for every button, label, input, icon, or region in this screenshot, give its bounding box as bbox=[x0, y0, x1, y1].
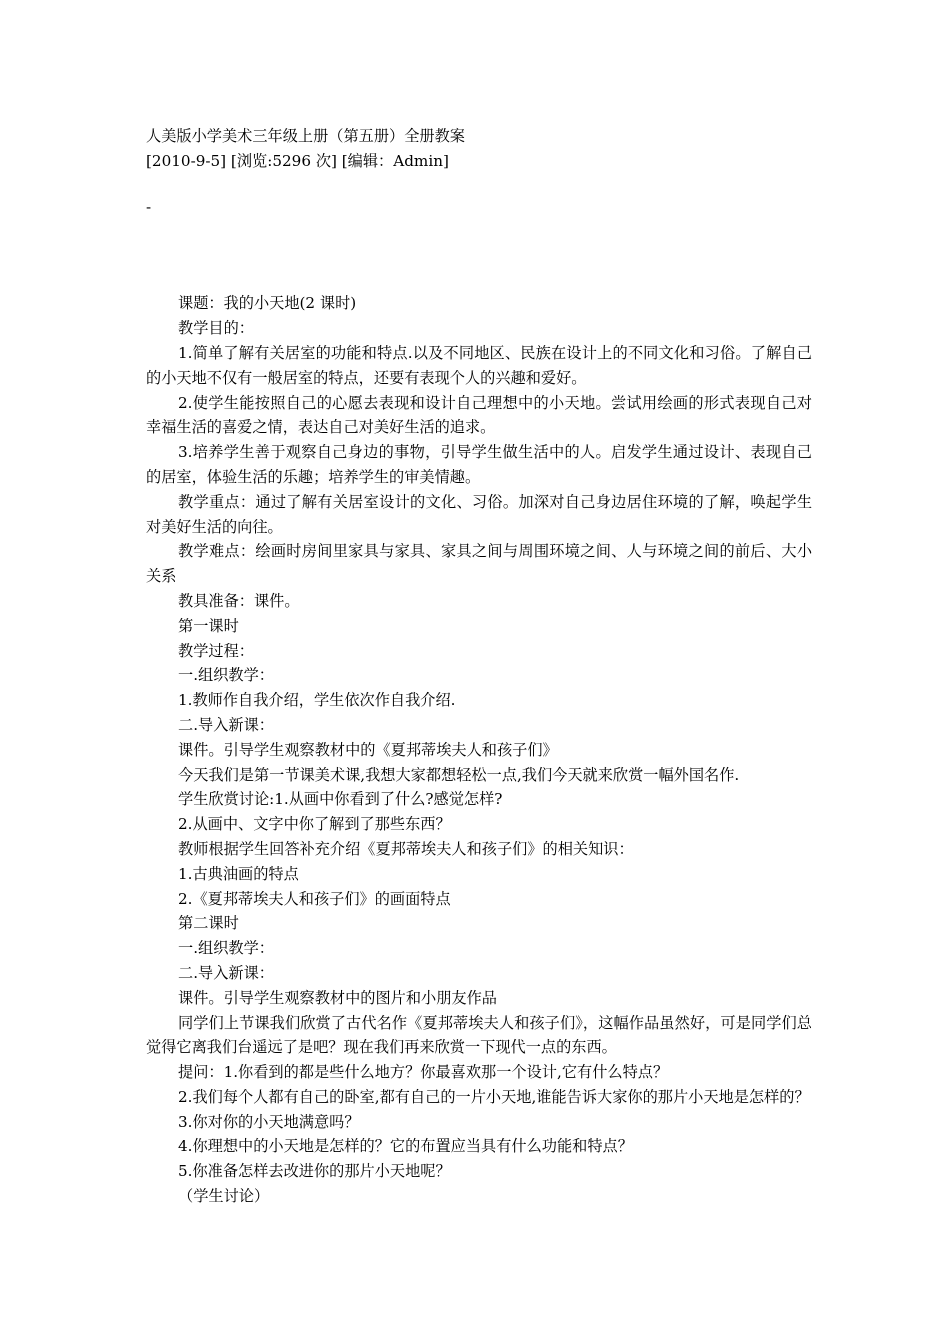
paragraph: 教学难点：绘画时房间里家具与家具、家具之间与周围环境之间、人与环境之间的前后、大小关系 bbox=[146, 542, 812, 586]
paragraph: 课件。引导学生观察教材中的《夏邦蒂埃夫人和孩子们》 bbox=[178, 740, 558, 759]
paragraph: 二.导入新课： bbox=[178, 963, 274, 982]
paragraph: 今天我们是第一节课美术课,我想大家都想轻松一点,我们今天就来欣赏一幅外国名作. bbox=[178, 765, 740, 784]
document-body bbox=[146, 291, 812, 1208]
paragraph: 2.从画中、文字中你了解到了那些东西？ bbox=[178, 815, 451, 834]
paragraph: 一.组织教学： bbox=[178, 939, 274, 958]
paragraph: 2.使学生能按照自己的心愿去表现和设计自己理想中的小天地。尝试用绘画的形式表现自己对幸福生活的喜爱之情，表达自己对美好生活的追求。 bbox=[146, 393, 812, 437]
paragraph: 1.教师作自我介绍，学生依次作自我介绍. bbox=[178, 691, 456, 710]
paragraph: 教师根据学生回答补充介绍《夏邦蒂埃夫人和孩子们》的相关知识： bbox=[178, 839, 634, 858]
paragraph: 5.你准备怎样去改进你的那片小天地呢？ bbox=[178, 1162, 451, 1181]
document-page bbox=[146, 124, 812, 1209]
paragraph: 第一课时 bbox=[178, 616, 239, 635]
paragraph: 1.简单了解有关居室的功能和特点.以及不同地区、民族在设计上的不同文化和习俗。了解自己的小天地不仅有一般居室的特点，还要有表现个人的兴趣和爱好。 bbox=[146, 343, 812, 387]
paragraph: 3.培养学生善于观察自己身边的事物，引导学生做生活中的人。启发学生通过设计、表现自己的居室，体验生活的乐趣；培养学生的审美情趣。 bbox=[146, 443, 812, 486]
paragraph: 课件。引导学生观察教材中的图片和小朋友作品 bbox=[178, 988, 497, 1007]
document-meta: [2010-9-5] [浏览:5296 次] [编辑：Admin] bbox=[146, 151, 449, 170]
paragraph: 同学们上节课我们欣赏了古代名作《夏邦蒂埃夫人和孩子们》，这幅作品虽然好，可是同学们总觉得它离我们台遥远了是吧？现在我们再来欣赏一下现代一点的东西。 bbox=[146, 1013, 812, 1057]
paragraph: 教学目的： bbox=[178, 319, 254, 338]
paragraph: 第二课时 bbox=[178, 914, 239, 933]
document-title: 人美版小学美术三年级上册（第五册）全册教案 bbox=[146, 127, 465, 145]
paragraph: 提问：1.你看到的都是些什么地方？你最喜欢那一个设计,它有什么特点？ bbox=[178, 1063, 669, 1082]
paragraph: 2.我们每个人都有自己的卧室,都有自己的一片小天地,谁能告诉大家你的那片小天地是怎样的？ bbox=[178, 1087, 810, 1106]
separator: - bbox=[146, 197, 152, 216]
paragraph: 二.导入新课： bbox=[178, 715, 274, 734]
paragraph: 一.组织教学： bbox=[178, 666, 274, 685]
paragraph: 教学重点：通过了解有关居室设计的文化、习俗。加深对自己身边居住环境的了解，唤起学生对美好生活的向往。 bbox=[146, 492, 812, 536]
paragraph: 2.《夏邦蒂埃夫人和孩子们》的画面特点 bbox=[178, 889, 451, 908]
paragraph: 教学过程： bbox=[178, 641, 254, 660]
paragraph: 教具准备：课件。 bbox=[178, 591, 300, 610]
paragraph: 学生欣赏讨论:1.从画中你看到了什么?感觉怎样? bbox=[178, 790, 503, 809]
paragraph: 4.你理想中的小天地是怎样的？它的布置应当具有什么功能和特点？ bbox=[178, 1137, 633, 1156]
paragraph: 3.你对你的小天地满意吗？ bbox=[178, 1112, 360, 1131]
paragraph: 1.古典油画的特点 bbox=[178, 864, 299, 883]
paragraph: 课题：我的小天地(2 课时) bbox=[178, 294, 357, 313]
paragraph: （学生讨论） bbox=[178, 1187, 270, 1206]
